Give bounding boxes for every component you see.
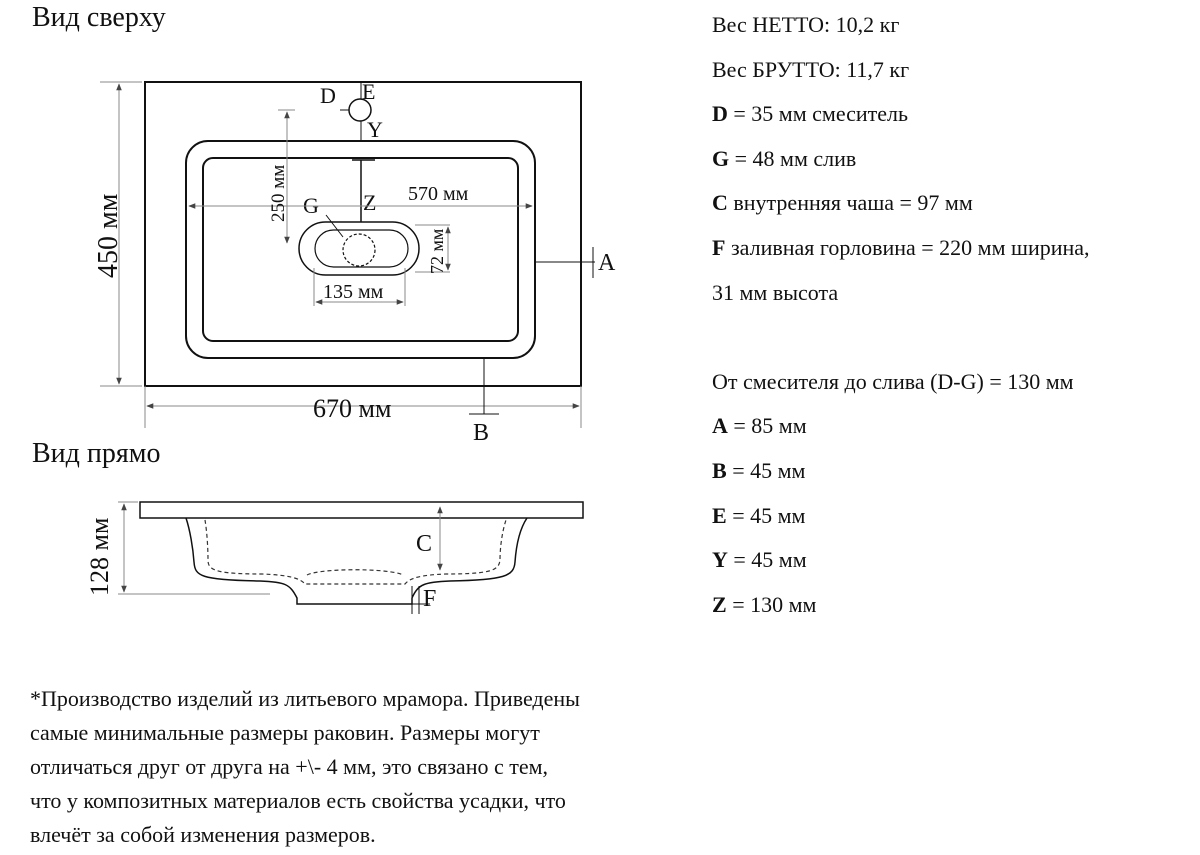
footnote-line: самые минимальные размеры раковин. Размеры могут bbox=[30, 720, 540, 745]
dim-total-height-label: 128 мм bbox=[85, 517, 114, 596]
spec-key: D bbox=[712, 101, 728, 127]
spec-a bbox=[712, 411, 1090, 456]
specs-list bbox=[712, 10, 1090, 634]
marker-d: D bbox=[320, 83, 336, 108]
marker-c: C bbox=[416, 531, 433, 557]
dim-inner-width-label: 570 мм bbox=[408, 183, 469, 205]
spec-value: = 45 мм bbox=[726, 502, 806, 528]
footnote-line: влечёт за собой изменения размеров. bbox=[30, 822, 376, 847]
spec-z bbox=[712, 590, 1090, 635]
spec-spacer bbox=[712, 322, 1090, 367]
spec-value: = 130 мм bbox=[726, 591, 817, 617]
marker-f: F bbox=[423, 586, 437, 612]
spec-b bbox=[712, 456, 1090, 501]
spec-d bbox=[712, 99, 1090, 144]
footnote bbox=[30, 682, 730, 852]
f-marker bbox=[300, 586, 430, 614]
spec-value: = 35 мм смеситель bbox=[727, 101, 909, 127]
a-marker bbox=[535, 247, 595, 278]
spec-key: Y bbox=[712, 547, 728, 573]
marker-z: Z bbox=[363, 190, 377, 215]
dim-height-label: 450 мм bbox=[93, 193, 124, 278]
marker-y: Y bbox=[367, 117, 383, 142]
spec-value: = 48 мм слив bbox=[729, 145, 857, 171]
marker-g: G bbox=[303, 193, 319, 218]
spec-c bbox=[712, 188, 1090, 233]
footnote-line: *Производство изделий из литьевого мрамора. Приведены bbox=[30, 686, 580, 711]
dim-overflow-width-label: 135 мм bbox=[323, 281, 384, 303]
dim-width-label: 670 мм bbox=[313, 394, 392, 423]
spec-f-cont: 31 мм высота bbox=[712, 279, 839, 305]
spec-value: внутренняя чаша = 97 мм bbox=[727, 190, 973, 216]
drain-oval bbox=[299, 215, 419, 275]
spec-dg: От смесителя до слива (D-G) = 130 мм bbox=[712, 368, 1074, 394]
marker-e: E bbox=[362, 79, 376, 104]
top-view-title: Вид сверху bbox=[32, 2, 166, 33]
spec-value: = 45 мм bbox=[727, 547, 807, 573]
spec-key: C bbox=[712, 190, 728, 216]
spec-key: G bbox=[712, 145, 730, 171]
footnote-line: что у композитных материалов есть свойства усадки, что bbox=[30, 788, 566, 813]
dim-overflow-height-label: 72 мм bbox=[427, 228, 447, 274]
spec-net-weight: Вес НЕТТО: 10,2 кг bbox=[712, 12, 900, 37]
dim-inner-depth-label: 250 мм bbox=[268, 164, 289, 222]
spec-value: = 85 мм bbox=[727, 413, 807, 439]
front-view-outline bbox=[140, 502, 583, 604]
spec-g bbox=[712, 144, 1090, 189]
spec-key: F bbox=[712, 234, 726, 260]
marker-b: B bbox=[473, 420, 490, 446]
marker-a: A bbox=[598, 250, 616, 276]
spec-value: заливная горловина = 220 мм ширина, bbox=[725, 234, 1090, 260]
spec-gross-weight: Вес БРУТТО: 11,7 кг bbox=[712, 56, 910, 82]
spec-key: B bbox=[712, 457, 727, 483]
spec-y bbox=[712, 545, 1090, 590]
footnote-line: отличаться друг от друга на +\- 4 мм, это связано с тем, bbox=[30, 754, 549, 779]
spec-e bbox=[712, 501, 1090, 546]
spec-key: Z bbox=[712, 591, 727, 617]
spec-key: A bbox=[712, 413, 728, 439]
spec-value: = 45 мм bbox=[726, 457, 806, 483]
spec-f bbox=[712, 233, 1090, 278]
spec-key: E bbox=[712, 502, 727, 528]
front-view-title: Вид прямо bbox=[32, 438, 161, 469]
